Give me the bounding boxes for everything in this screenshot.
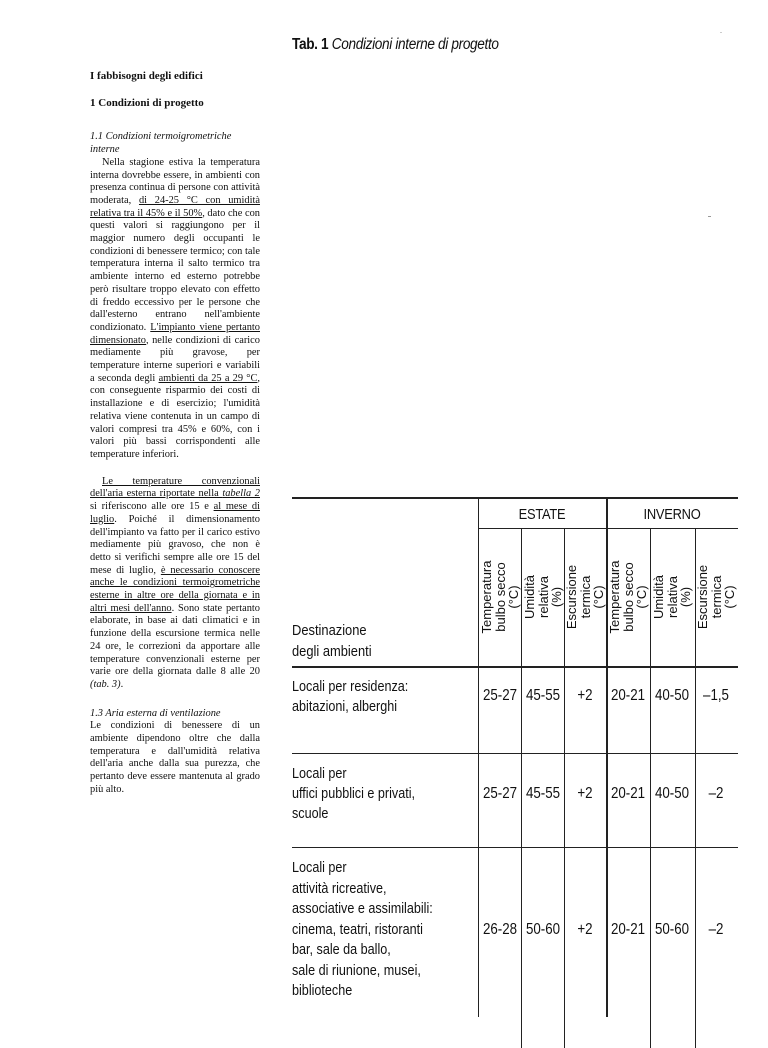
table-row-label: Locali per attività ricreative, associative e assimilabili: cinema, teatri, ristoranti bar, sale da ballo, sale di riunione, musei, biblioteche [292,859,433,999]
table-title [292,36,499,54]
table-cell: 20-21 [610,921,646,938]
paragraph-1: Nella stagione estiva la temperatura interna dovrebbe essere, in ambienti con presenza continua di persone con attività moderata, di 24-25 °C con umidità relativa tra il 45% e il 50%, dato che con questi valori si raggiungono per il maggior numero degli occupanti le condizioni di benessere termico; con tale temperatura interna il salto termico tra ambiente interno ed esterno potrebbe però risultare troppo elevato con effetto di freddo eccessivo per le persone che dall'esterno entrano nell'ambiente condizionato. L'impianto viene pertanto dimensionato, nelle condizioni di carico mediamente più gravose, per temperature interne superiori e variabili a seconda degli ambienti da 25 a 29 °C, con conseguente risparmio dei costi di installazione e di esercizio; l'umidità relativa viene contenuta in un campo di valori compresi tra 45% e 60%, con i valori più bassi corrispondenti alle temperature inferiori. [90,156,261,460]
table-cell: +2 [577,687,593,704]
subsection-title-3: 1.3 Aria esterna di ventilazione [90,707,221,719]
table-row-label: Locali per residenza: abitazioni, alberghi [292,678,409,715]
table-cell: 25-27 [482,687,518,704]
table-row-label: Locali per uffici pubblici e privati, scuole [292,765,416,822]
table-cell: –2 [708,921,724,938]
col-header-summer-humidity: Umidità relativa (%) [521,574,564,620]
table-cell: +2 [577,921,593,938]
table-cell: –1,5 [703,687,729,704]
section-heading: 1 Condizioni di progetto [90,96,204,109]
col-header-winter-temp: Temperatura bulbo secco (°C) [606,560,649,634]
col-header-summer-range: Escursione termica (°C) [563,564,606,630]
col-header-winter-range: Escursione termica (°C) [694,564,737,630]
text-column [90,70,260,797]
col-header-winter-humidity: Umidità relativa (%) [650,574,693,620]
table-cell: 50-60 [525,921,561,938]
scan-speck [720,32,722,33]
table-cell: 45-55 [525,785,561,802]
table-cell: 50-60 [654,921,690,938]
table-cell: 25-27 [482,785,518,802]
group-summer: ESTATE [518,506,566,523]
table-cell: +2 [577,785,593,802]
table-cell: 40-50 [654,687,690,704]
scan-speck [708,216,711,217]
table-caption: Condizioni interne di progetto [331,36,499,53]
table-cell: 20-21 [610,687,646,704]
conditions-table [292,497,738,1017]
destination-header: Destinazione degli ambienti [292,622,372,660]
table-cell: 20-21 [610,785,646,802]
paragraph-3: Le condizioni di benessere di un ambiente dipendono oltre che dalla temperatura e dall'umidità relativa dell'aria anche dalla sua purezza, che pertanto deve essere mantenuta al grado più alto. [90,720,260,795]
table-number: Tab. 1 [292,36,329,53]
table-cell: 40-50 [654,785,690,802]
group-winter: INVERNO [643,506,701,523]
table-cell: 26-28 [482,921,518,938]
subsection-title: 1.1 Condizioni termoigrometriche interne [90,131,232,156]
table-cell: –2 [708,785,724,802]
table-cell: 45-55 [525,687,561,704]
col-header-summer-temp: Temperatura bulbo secco (°C) [478,560,521,634]
paragraph-2: Le temperature convenzionali dell'aria esterna riportate nella tabella 2 si riferiscono alle ore 15 e al mese di luglio. Poiché il dimensionamento dell'impianto va fatto per il carico estivo mediamente più gravoso, che non è detto si verifichi sempre alle ore 15 del mese di luglio, è necessario conoscere anche le condizioni termoigrometriche esterne in altre ore della giornata e in altri mesi dell'anno. Sono state pertanto elaborate, in base ai dati climatici e in funzione della escursione termica nelle 24 ore, le correzioni da apportare alle temperature convenzionali esterne per varie ore della giornata dalle 8 alle 20 (tab. 3). [90,475,260,690]
chapter-heading: I fabbisogni degli edifici [90,70,203,82]
